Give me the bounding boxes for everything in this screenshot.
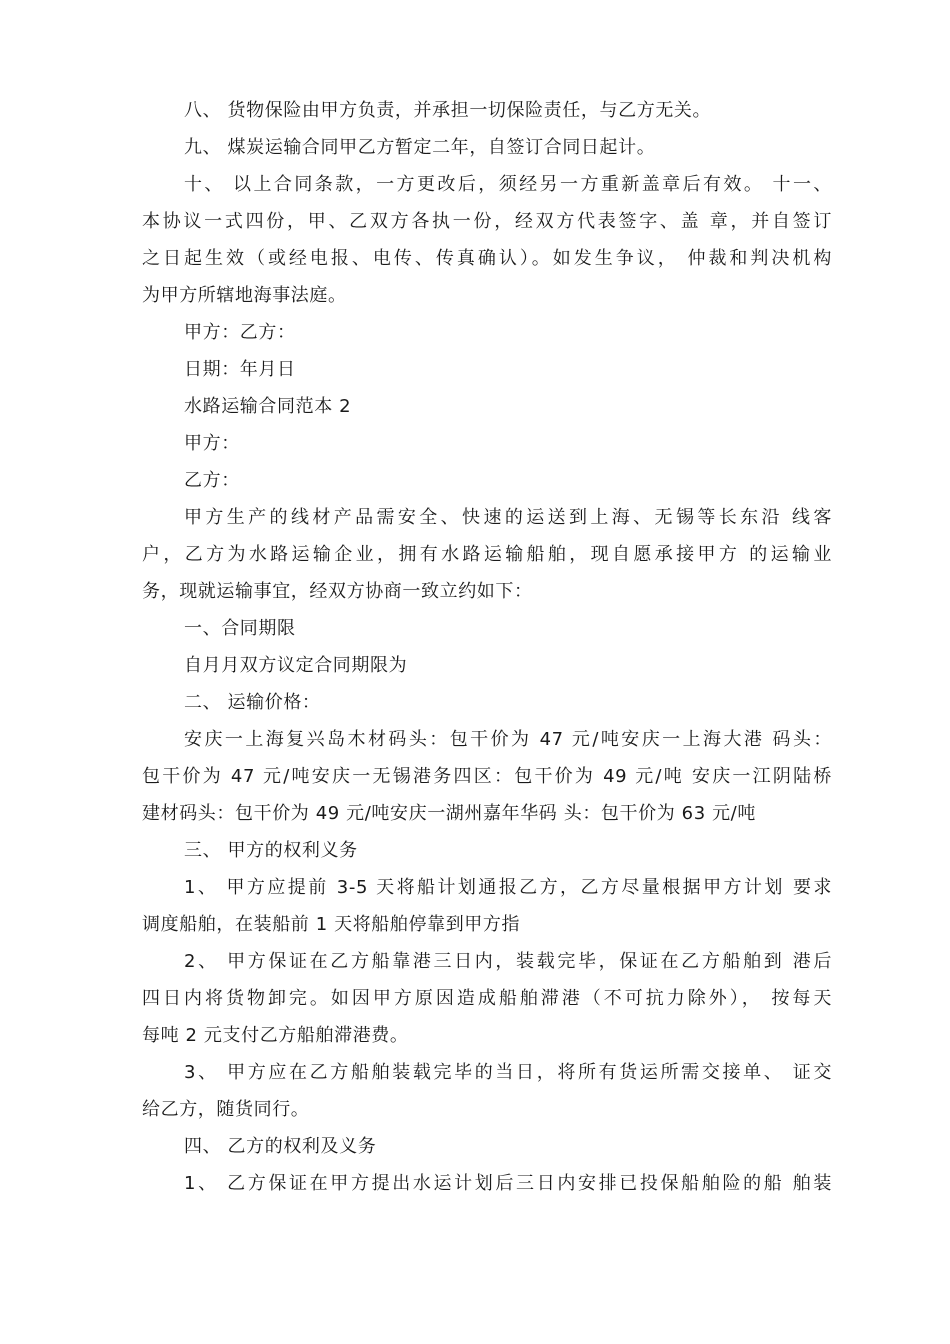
a-item-2-line-3: 每吨 2 元支付乙方船舶滞港费。 <box>142 1025 409 1046</box>
party-a-label: 甲方： <box>184 433 240 454</box>
party-b-label: 乙方： <box>184 470 240 491</box>
price-line-3: 建材码头：包干价为 49 元/吨安庆一湖州嘉年华码 头：包干价为 63 元/吨 <box>142 803 756 824</box>
clause-9: 九、 煤炭运输合同甲乙方暂定二年，自签订合同日起计。 <box>184 137 656 158</box>
heading-party-a-rights: 三、 甲方的权利义务 <box>184 840 358 861</box>
preamble-line-2: 户，乙方为水路运输企业，拥有水路运输船舶，现自愿承接甲方 的运输业 <box>142 544 832 565</box>
heading-price: 二、 运输价格： <box>184 692 321 713</box>
section-title: 水路运输合同范本 2 <box>184 396 352 417</box>
a-item-1-line-1: 1、 甲方应提前 3-5 天将船计划通报乙方，乙方尽量根据甲方计划 要求 <box>184 877 832 898</box>
heading-party-b-rights: 四、 乙方的权利及义务 <box>184 1136 377 1157</box>
a-item-2-line-1: 2、 甲方保证在乙方船靠港三日内，装载完毕，保证在乙方船舶到 港后 <box>184 951 832 972</box>
b-item-1-line-1: 1、 乙方保证在甲方提出水运计划后三日内安排已投保船舶险的船 舶装 <box>184 1173 832 1194</box>
term-text: 自月月双方议定合同期限为 <box>184 655 408 676</box>
preamble-line-1: 甲方生产的线材产品需安全、快速的运送到上海、无锡等长东沿 线客 <box>184 507 832 528</box>
clause-11-line-1: 本协议一式四份，甲、乙双方各执一份，经双方代表签字、盖 章，并自签订 <box>142 211 832 232</box>
a-item-3-line-1: 3、 甲方应在乙方船舶装载完毕的当日，将所有货运所需交接单、 证交 <box>184 1062 832 1083</box>
clause-11-line-2: 之日起生效（或经电报、电传、传真确认）。如发生争议， 仲裁和判决机构 <box>142 248 832 269</box>
price-line-2: 包干价为 47 元/吨安庆一无锡港务四区：包干价为 49 元/吨 安庆一江阴陆桥 <box>142 766 832 787</box>
preamble-line-3: 务，现就运输事宜，经双方协商一致立约如下： <box>142 581 533 602</box>
signature-parties: 甲方：乙方： <box>184 322 296 343</box>
clause-8: 八、 货物保险由甲方负责，并承担一切保险责任，与乙方无关。 <box>184 100 712 121</box>
a-item-1-line-2: 调度船舶，在装船前 1 天将船舶停靠到甲方指 <box>142 914 521 935</box>
clause-11-line-3: 为甲方所辖地海事法庭。 <box>142 285 347 306</box>
a-item-2-line-2: 四日内将货物卸完。如因甲方原因造成船舶滞港（不可抗力除外）， 按每天 <box>142 988 832 1009</box>
price-line-1: 安庆一上海复兴岛木材码头：包干价为 47 元/吨安庆一上海大港 码头： <box>184 729 832 750</box>
signature-date: 日期：年月日 <box>184 359 296 380</box>
clause-10: 十、 以上合同条款，一方更改后，须经另一方重新盖章后有效。 十一、 <box>184 174 832 195</box>
heading-term: 一、合同期限 <box>184 618 296 639</box>
a-item-3-line-2: 给乙方，随货同行。 <box>142 1099 310 1120</box>
document-body <box>142 92 832 1202</box>
